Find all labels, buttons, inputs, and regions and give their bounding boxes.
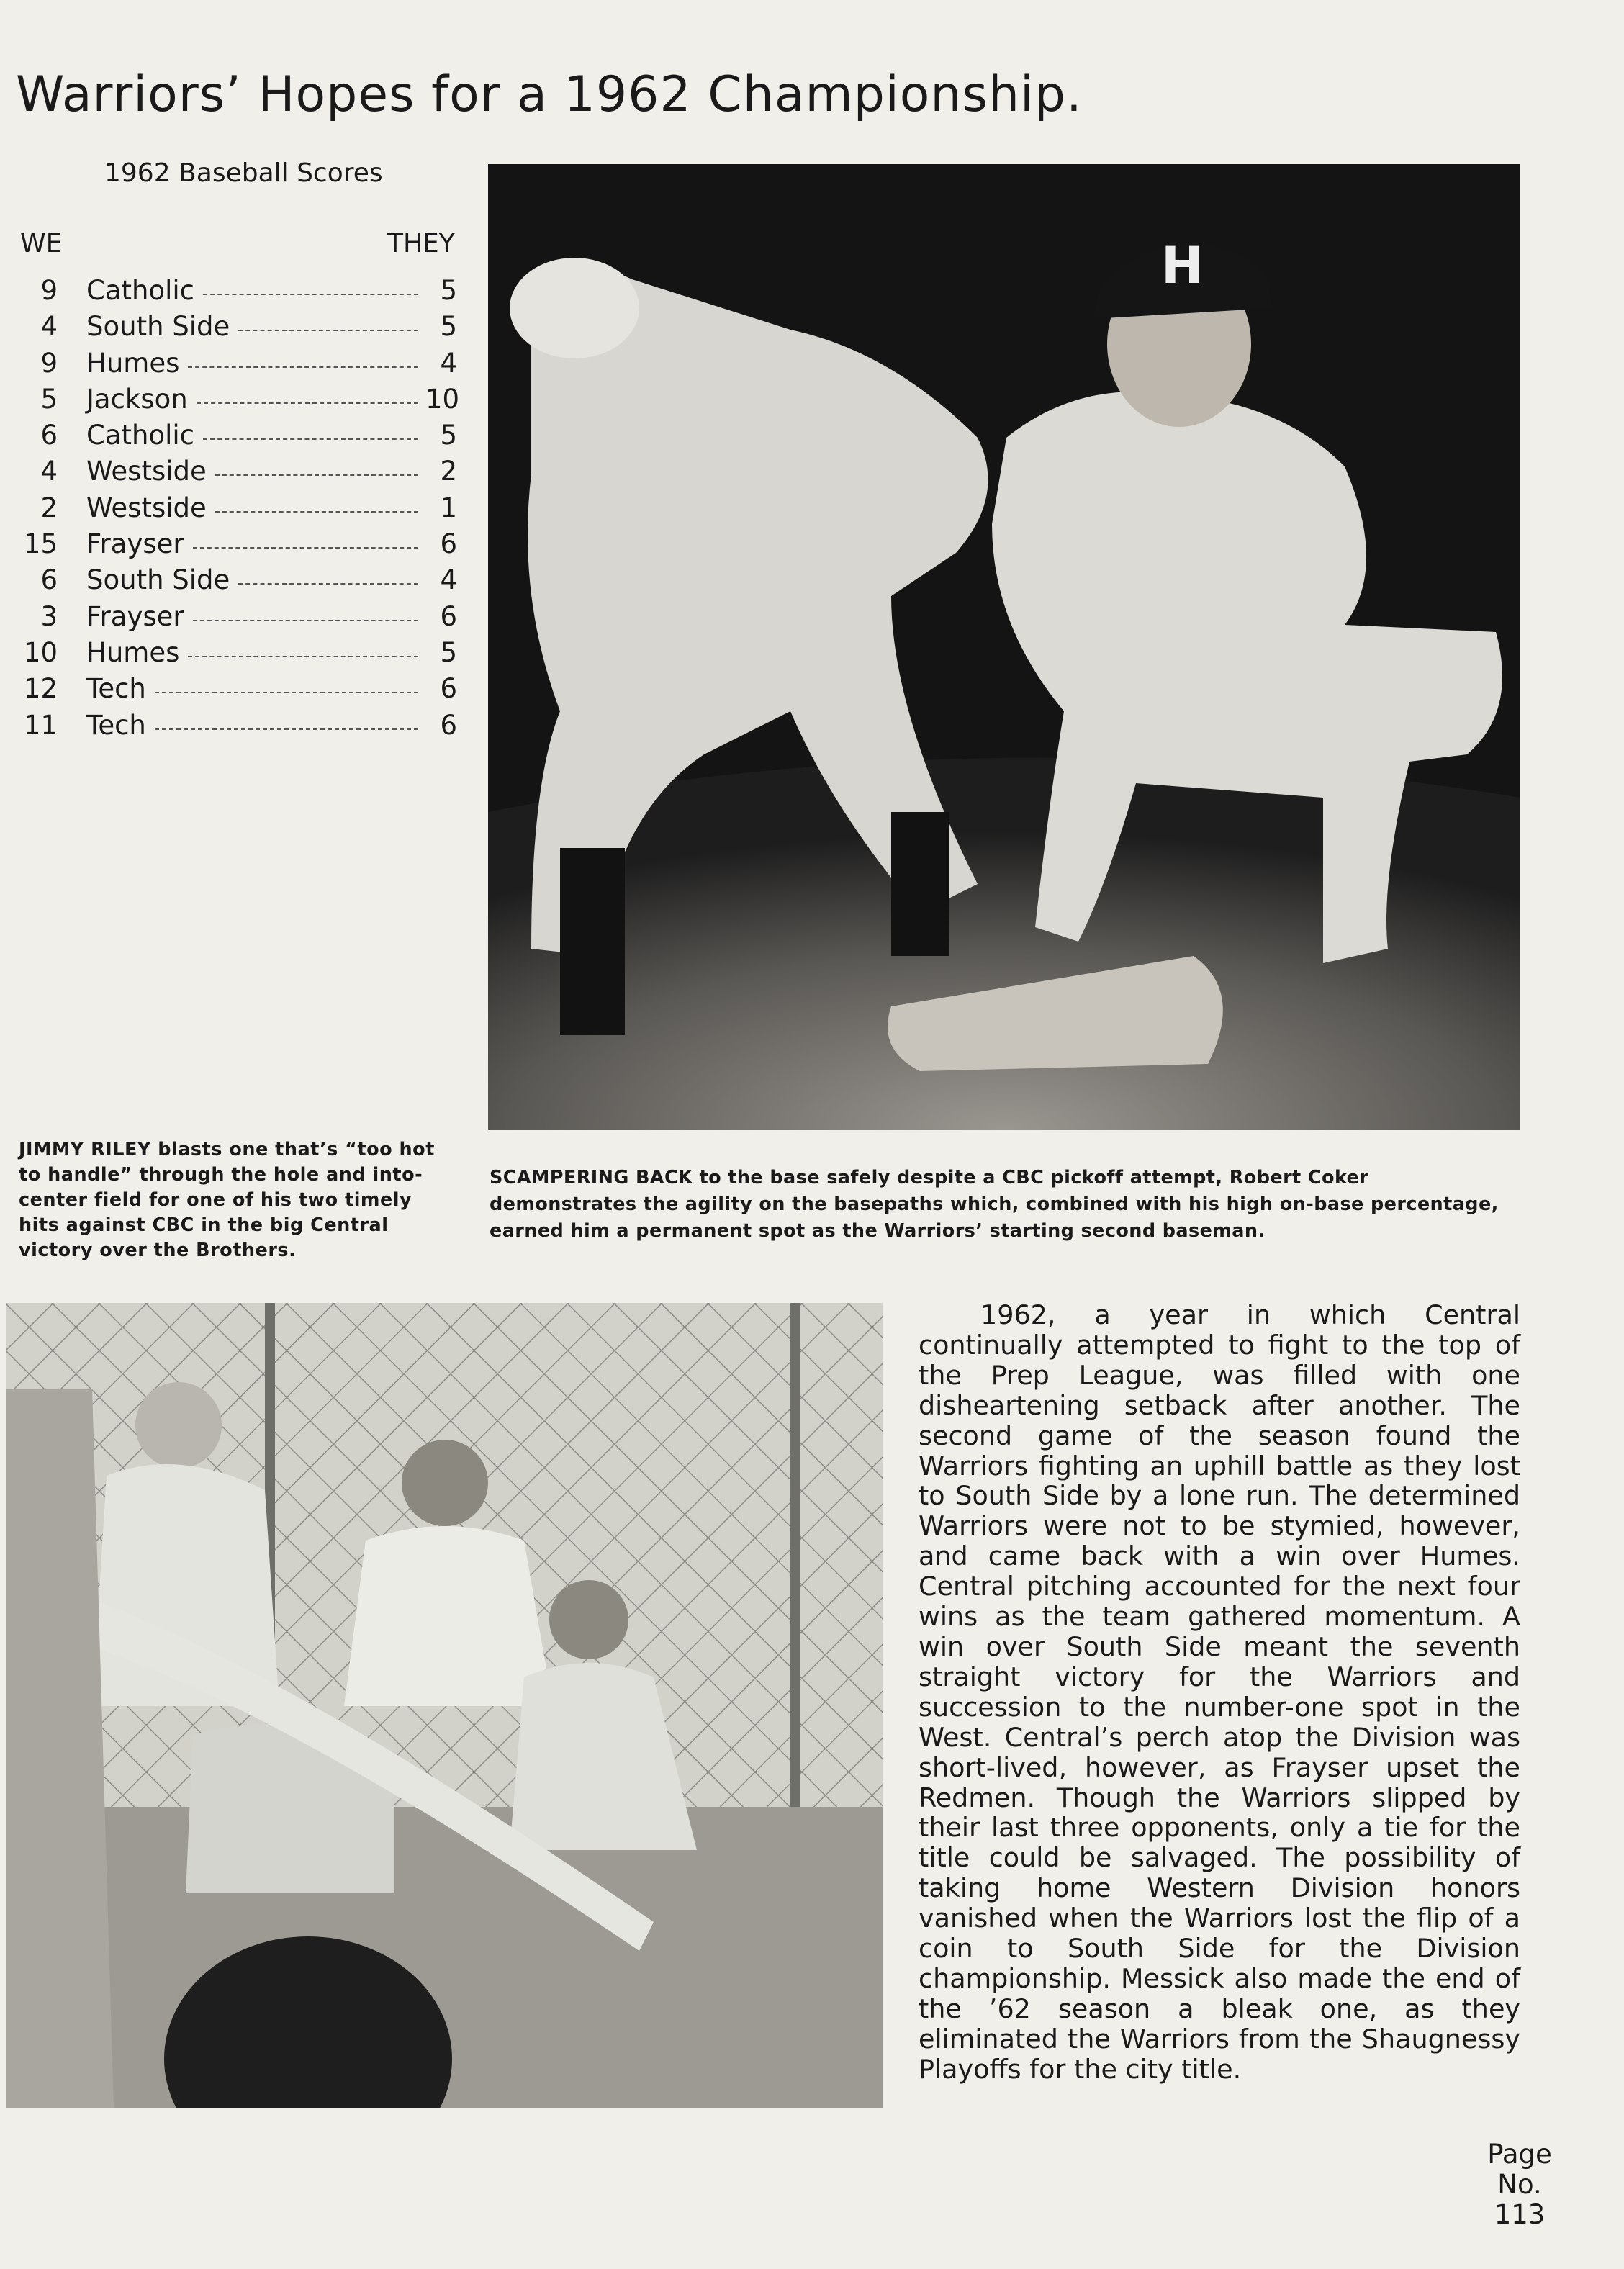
score-row <box>14 492 457 528</box>
score-row <box>14 528 457 564</box>
score-row <box>14 601 457 637</box>
we-score: 4 <box>40 456 58 487</box>
dotted-leader <box>155 692 418 693</box>
spectators-photo <box>6 1303 883 2108</box>
they-score: 1 <box>440 492 457 523</box>
we-score: 9 <box>40 347 58 379</box>
dotted-leader <box>155 728 418 730</box>
scores-table <box>14 275 460 746</box>
we-column-header: WE <box>20 229 63 258</box>
score-row <box>14 383 460 420</box>
dotted-leader <box>188 656 418 657</box>
score-row <box>14 673 457 709</box>
we-score: 6 <box>40 420 58 451</box>
they-score: 6 <box>440 709 457 741</box>
dotted-leader <box>193 547 418 549</box>
we-score: 12 <box>23 673 58 705</box>
opponent-name: Humes <box>86 347 180 379</box>
spectators-illustration <box>6 1303 883 2108</box>
dotted-leader <box>238 583 418 585</box>
they-score: 4 <box>440 347 457 379</box>
score-row <box>14 564 457 600</box>
opponent-name: Jackson <box>86 383 188 415</box>
we-score: 9 <box>40 275 58 306</box>
they-score: 6 <box>440 673 457 705</box>
score-row <box>14 637 457 673</box>
dotted-leader <box>193 620 418 621</box>
opponent-name: South Side <box>86 311 230 343</box>
we-score: 3 <box>40 600 58 632</box>
dotted-leader <box>203 438 418 440</box>
opponent-name: Catholic <box>86 275 195 306</box>
scores-heading: 1962 Baseball Scores <box>104 158 383 188</box>
score-row <box>14 420 457 456</box>
opponent-name: Westside <box>86 456 207 487</box>
dotted-leader <box>238 330 418 331</box>
we-score: 4 <box>40 311 58 343</box>
opponent-name: South Side <box>86 564 230 596</box>
we-score: 5 <box>40 383 58 415</box>
we-score: 2 <box>40 492 58 523</box>
opponent-name: Frayser <box>86 528 184 560</box>
page-number-value: 113 <box>1494 2199 1546 2230</box>
article-body <box>919 1300 1520 2085</box>
they-score: 5 <box>440 420 457 451</box>
they-score: 5 <box>440 636 457 668</box>
they-score: 2 <box>440 456 457 487</box>
they-score: 5 <box>440 275 457 306</box>
opponent-name: Tech <box>86 673 146 705</box>
photo-caption-left: JIMMY RILEY blasts one that’s “too hot to handle” through the hole and into-center field for one of his two timely hits against CBC in the big Central victory over the Brothers. <box>19 1139 435 1261</box>
opponent-name: Humes <box>86 636 180 668</box>
they-score: 6 <box>440 528 457 560</box>
they-score: 6 <box>440 600 457 632</box>
opponent-name: Westside <box>86 492 207 523</box>
we-score: 15 <box>23 528 58 560</box>
we-score: 10 <box>23 636 58 668</box>
article-paragraph: 1962, a year in which Central continually attempted to fight to the top of the Prep League, was filled with one disheartening setback after another. The second game of the season found the Warriors fighting an uphill battle as they lost to South Side by a lone run. The determined Warriors were not to be stymied, however, and came back with a win over Humes. Central pitching accounted for the next four wins as the team gathered momentum. A win over South Side meant the seventh straight victory for the Warriors and succession to the number-one spot in the West. Central’s perch atop the Division was short-lived, however, as Frayser upset the Redmen. Though the Warriors slipped by their last three opponents, only a tie for the title could be salvaged. The possibility of taking home Western Division honors vanished when the Warriors lost the flip of a coin to South Side for the Division championship. Messick also made the end of the ’62 season a bleak one, as they eliminated the Warriors from the Shaugnessy Playoffs for the city title. <box>919 1299 1520 2085</box>
we-score: 11 <box>23 709 58 741</box>
dotted-leader <box>197 402 418 404</box>
they-column-header: THEY <box>387 229 455 258</box>
dotted-leader <box>215 511 418 513</box>
dotted-leader <box>215 474 418 476</box>
score-row <box>14 710 457 746</box>
score-row <box>14 275 457 311</box>
score-row <box>14 456 457 492</box>
cap-letter: H <box>1161 236 1204 295</box>
dotted-leader <box>188 366 418 368</box>
score-row <box>14 311 457 347</box>
page-label: Page <box>1487 2139 1552 2170</box>
dotted-leader <box>203 294 418 295</box>
photo-caption-top: SCAMPERING BACK to the base safely despite a CBC pickoff attempt, Robert Coker demonstrates the agility on the basepaths which, combined with his high on-base percentage, earned him a permanent spot as the Warriors’ starting second baseman. <box>490 1167 1499 1242</box>
baseball-base-photo <box>488 164 1520 1130</box>
page-number <box>1480 2139 1559 2230</box>
we-score: 6 <box>40 564 58 596</box>
they-score: 4 <box>440 564 457 596</box>
they-score: 10 <box>425 383 460 415</box>
score-row <box>14 348 457 384</box>
page-title: Warriors’ Hopes for a 1962 Championship. <box>16 66 1083 123</box>
they-score: 5 <box>440 311 457 343</box>
opponent-name: Catholic <box>86 420 195 451</box>
opponent-name: Tech <box>86 709 146 741</box>
baseball-base-illustration <box>488 164 1520 1130</box>
opponent-name: Frayser <box>86 600 184 632</box>
page-no-label: No. <box>1497 2169 1542 2200</box>
